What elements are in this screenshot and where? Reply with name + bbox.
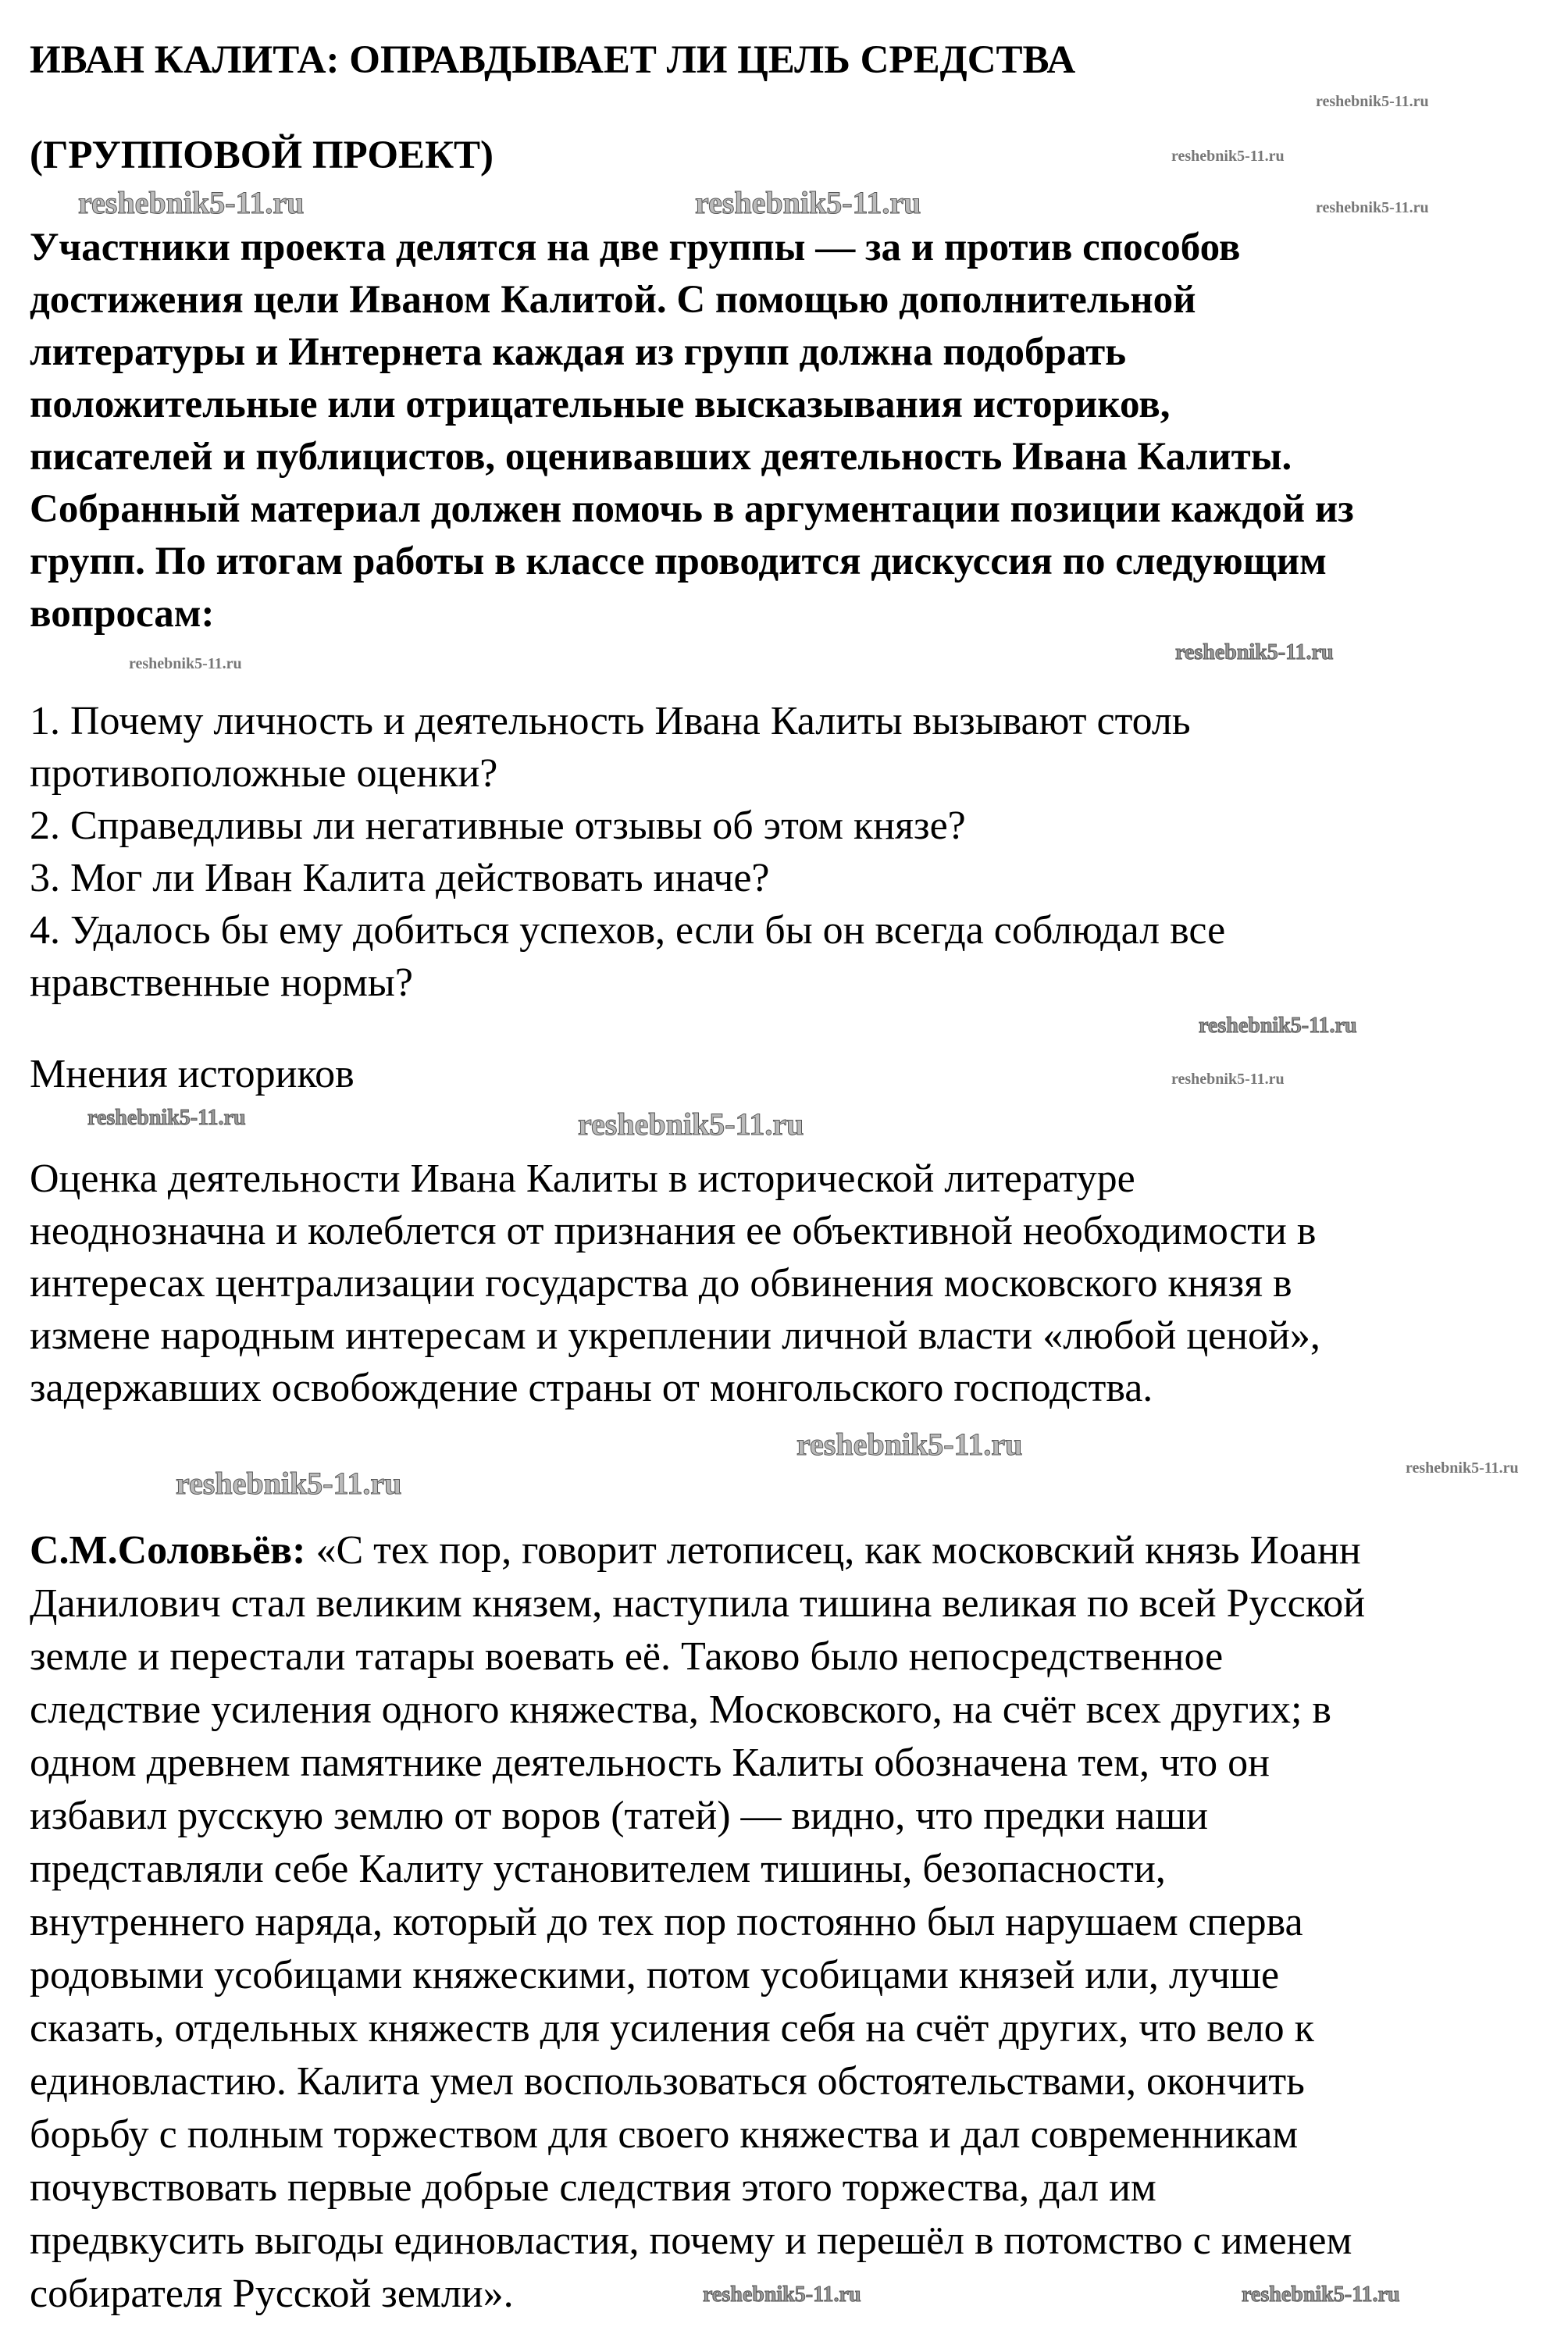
quote-line: родовыми усобицами княжескими, потом усобицами князей или, лучше: [30, 1953, 1280, 1997]
quote-text: «С тех пор, говорит летописец, как московский князь Иоанн: [305, 1528, 1361, 1573]
document-subtitle: (ГРУППОВОЙ ПРОЕКТ): [30, 134, 494, 177]
question-line: 2. Справедливы ли негативные отзывы об этом князе?: [30, 804, 966, 848]
quote-line: представляли себе Калиту установителем тишины, безопасности,: [30, 1847, 1166, 1891]
question-line: противоположные оценки?: [30, 751, 498, 796]
watermark: reshebnik5-11.ru: [129, 655, 242, 672]
watermark: reshebnik5-11.ru: [176, 1466, 402, 1501]
watermark: reshebnik5-11.ru: [87, 1106, 246, 1130]
quote-author: С.М.Соловьёв:: [30, 1528, 306, 1573]
watermark: reshebnik5-11.ru: [1316, 199, 1429, 216]
quote-line: Данилович стал великим князем, наступила тишина великая по всей Русской: [30, 1581, 1366, 1626]
watermark: reshebnik5-11.ru: [578, 1106, 804, 1142]
quote-line: предвкусить выгоды единовластия, почему и перешёл в потомство с именем: [30, 2218, 1352, 2263]
task-line: Участники проекта делятся на две группы — за и против способов: [30, 226, 1241, 269]
task-line: литературы и Интернета каждая из групп должна подобрать: [30, 330, 1127, 374]
section-heading: Мнения историков: [30, 1052, 355, 1096]
question-line: 3. Мог ли Иван Калита действовать иначе?: [30, 856, 770, 900]
quote-line: [30, 1528, 1361, 1573]
assessment-line: неоднозначна и колеблется от признания ее объективной необходимости в: [30, 1209, 1317, 1253]
watermark: reshebnik5-11.ru: [1171, 148, 1285, 165]
watermark: reshebnik5-11.ru: [1199, 1014, 1357, 1038]
quote-line: борьбу с полным торжеством для своего княжества и дал современникам: [30, 2112, 1299, 2157]
document-title: ИВАН КАЛИТА: ОПРАВДЫВАЕТ ЛИ ЦЕЛЬ СРЕДСТВА: [30, 38, 1076, 82]
watermark: reshebnik5-11.ru: [796, 1427, 1023, 1462]
quote-line: почувствовать первые добрые следствия этого торжества, дал им: [30, 2165, 1156, 2210]
watermark: reshebnik5-11.ru: [695, 185, 921, 220]
task-line: вопросам:: [30, 592, 215, 636]
watermark: reshebnik5-11.ru: [1171, 1071, 1285, 1088]
assessment-line: интересах централизации государства до обвинения московского князя в: [30, 1261, 1292, 1306]
quote-line: следствие усиления одного княжества, Московского, на счёт всех других; в: [30, 1687, 1331, 1732]
quote-line: земле и перестали татары воевать её. Таково было непосредственное: [30, 1634, 1224, 1679]
assessment-line: Оценка деятельности Ивана Калиты в исторической литературе: [30, 1156, 1135, 1201]
question-line: 1. Почему личность и деятельность Ивана Калиты вызывают столь: [30, 699, 1191, 743]
task-line: достижения цели Иваном Калитой. С помощью дополнительной: [30, 278, 1196, 322]
watermark: reshebnik5-11.ru: [1242, 2282, 1400, 2307]
watermark: reshebnik5-11.ru: [703, 2282, 861, 2307]
watermark: reshebnik5-11.ru: [1175, 640, 1334, 665]
task-line: Собранный материал должен помочь в аргументации позиции каждой из: [30, 487, 1354, 531]
quote-line: собирателя Русской земли».: [30, 2272, 514, 2316]
watermark: reshebnik5-11.ru: [78, 185, 305, 220]
quote-line: внутреннего наряда, который до тех пор постоянно был нарушаем сперва: [30, 1900, 1303, 1944]
task-line: писателей и публицистов, оценивавших деятельность Ивана Калиты.: [30, 435, 1292, 479]
watermark: reshebnik5-11.ru: [1316, 93, 1429, 110]
quote-line: избавил русскую землю от воров (татей) — видно, что предки наши: [30, 1794, 1208, 1838]
quote-line: сказать, отдельных княжеств для усиления себя на счёт других, что вело к: [30, 2006, 1314, 2051]
watermark: reshebnik5-11.ru: [1406, 1459, 1519, 1477]
task-line: положительные или отрицательные высказывания историков,: [30, 383, 1171, 426]
quote-line: единовластию. Калита умел воспользоваться обстоятельствами, окончить: [30, 2059, 1305, 2104]
assessment-line: задержавших освобождение страны от монгольского господства.: [30, 1366, 1153, 1410]
question-line: 4. Удалось бы ему добиться успехов, если бы он всегда соблюдал все: [30, 908, 1226, 953]
assessment-line: измене народным интересам и укреплении личной власти «любой ценой»,: [30, 1313, 1320, 1358]
question-line: нравственные нормы?: [30, 960, 413, 1005]
task-line: групп. По итогам работы в классе проводится дискуссия по следующим: [30, 540, 1327, 583]
quote-line: одном древнем памятнике деятельность Калиты обозначена тем, что он: [30, 1741, 1270, 1785]
